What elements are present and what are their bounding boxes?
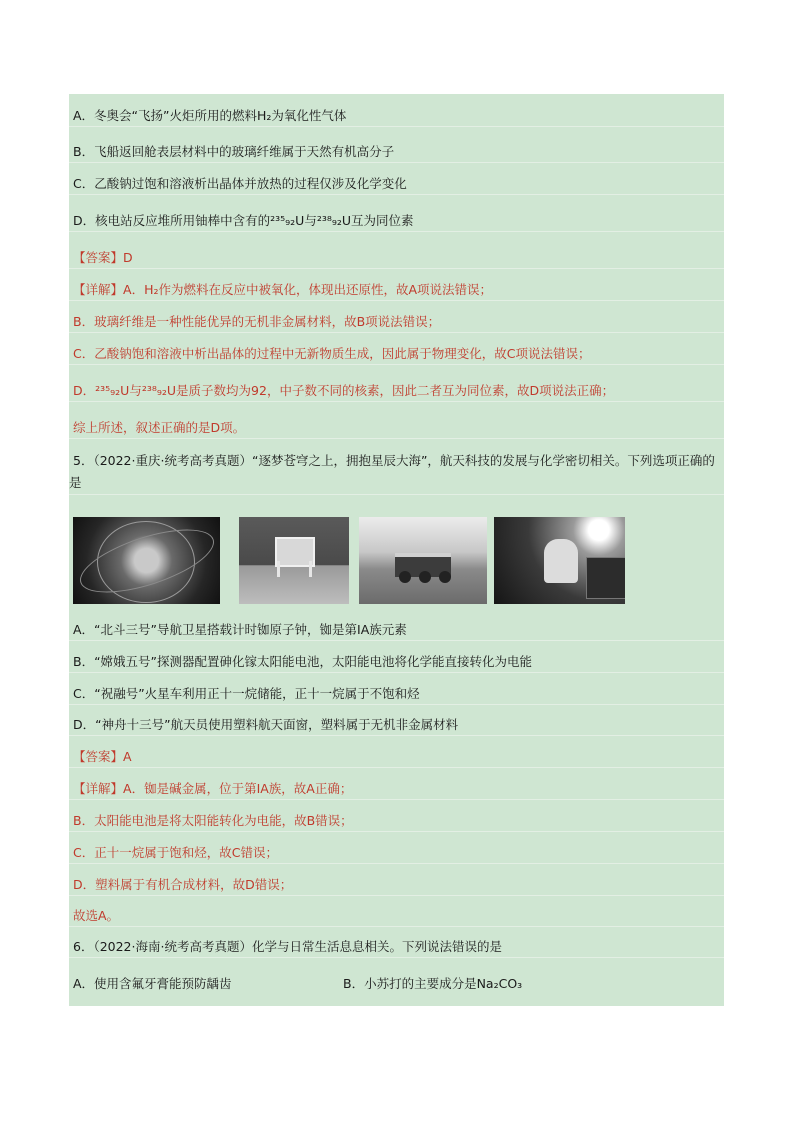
q6-option-a: A．使用含氟牙膏能预防龋齿 [73,976,232,991]
q5-answer: 【答案】A [69,747,724,768]
q4-explanation-d: D．²³⁵₉₂U与²³⁸₉₂U是质子数均为92，中子数不同的核素，因此二者互为同位素，故D项说法正确； [69,381,724,402]
q6-option-b: B．小苏打的主要成分是Na₂CO₃ [343,976,523,991]
q5-option-a: A．“北斗三号”导航卫星搭载计时铷原子钟，铷是第ⅠA族元素 [69,620,724,641]
q5-option-b: B．“嫦娥五号”探测器配置砷化镓太阳能电池，太阳能电池将化学能直接转化为电能 [69,652,724,673]
q5-explanation-b: B．太阳能电池是将太阳能转化为电能，故B错误； [69,811,724,832]
q4-explanation-c: C．乙酸钠饱和溶液中析出晶体的过程中无新物质生成，因此属于物理变化，故C项说法错误； [69,344,724,365]
satellite-orbit-image [73,517,220,604]
q5-explanation-c: C．正十一烷属于饱和烃，故C错误； [69,843,724,864]
q4-summary: 综上所述，叙述正确的是D项。 [69,418,724,439]
q5-option-d: D．“神舟十三号”航天员使用塑料航天面窗，塑料属于无机非金属材料 [69,715,724,736]
q4-option-a: A．冬奥会“飞扬”火炬所用的燃料H₂为氧化性气体 [69,106,724,127]
q6-options-row [69,974,724,994]
q5-stem: 5．（2022·重庆·统考高考真题）“逐梦苍穹之上，拥抱星辰大海”，航天科技的发展与化学密切相关。下列选项正确的是 [69,450,724,495]
q5-explanation-d: D．塑料属于有机合成材料，故D错误； [69,875,724,896]
q4-option-c: C．乙酸钠过饱和溶液析出晶体并放热的过程仅涉及化学变化 [69,174,724,195]
q4-explanation-b: B．玻璃纤维是一种性能优异的无机非金属材料，故B项说法错误； [69,312,724,333]
mars-rover-image [359,517,487,604]
q5-option-c: C．“祝融号”火星车利用正十一烷储能，正十一烷属于不饱和烃 [69,684,724,705]
lunar-lander-image [239,517,349,604]
astronaut-image [494,517,625,604]
q4-option-b: B．飞船返回舱表层材料中的玻璃纤维属于天然有机高分子 [69,142,724,163]
question-sheet [69,94,724,1006]
q6-stem: 6．（2022·海南·统考高考真题）化学与日常生活息息相关。下列说法错误的是 [69,937,724,958]
q4-explanation-a: 【详解】A．H₂作为燃料在反应中被氧化，体现出还原性，故A项说法错误； [69,280,724,301]
q5-explanation-a: 【详解】A．铷是碱金属，位于第ⅠA族，故A正确； [69,779,724,800]
q5-images [73,517,629,604]
q4-option-d: D．核电站反应堆所用铀棒中含有的²³⁵₉₂U与²³⁸₉₂U互为同位素 [69,211,724,232]
q5-summary: 故选A。 [69,906,724,927]
q4-answer: 【答案】D [69,248,724,269]
